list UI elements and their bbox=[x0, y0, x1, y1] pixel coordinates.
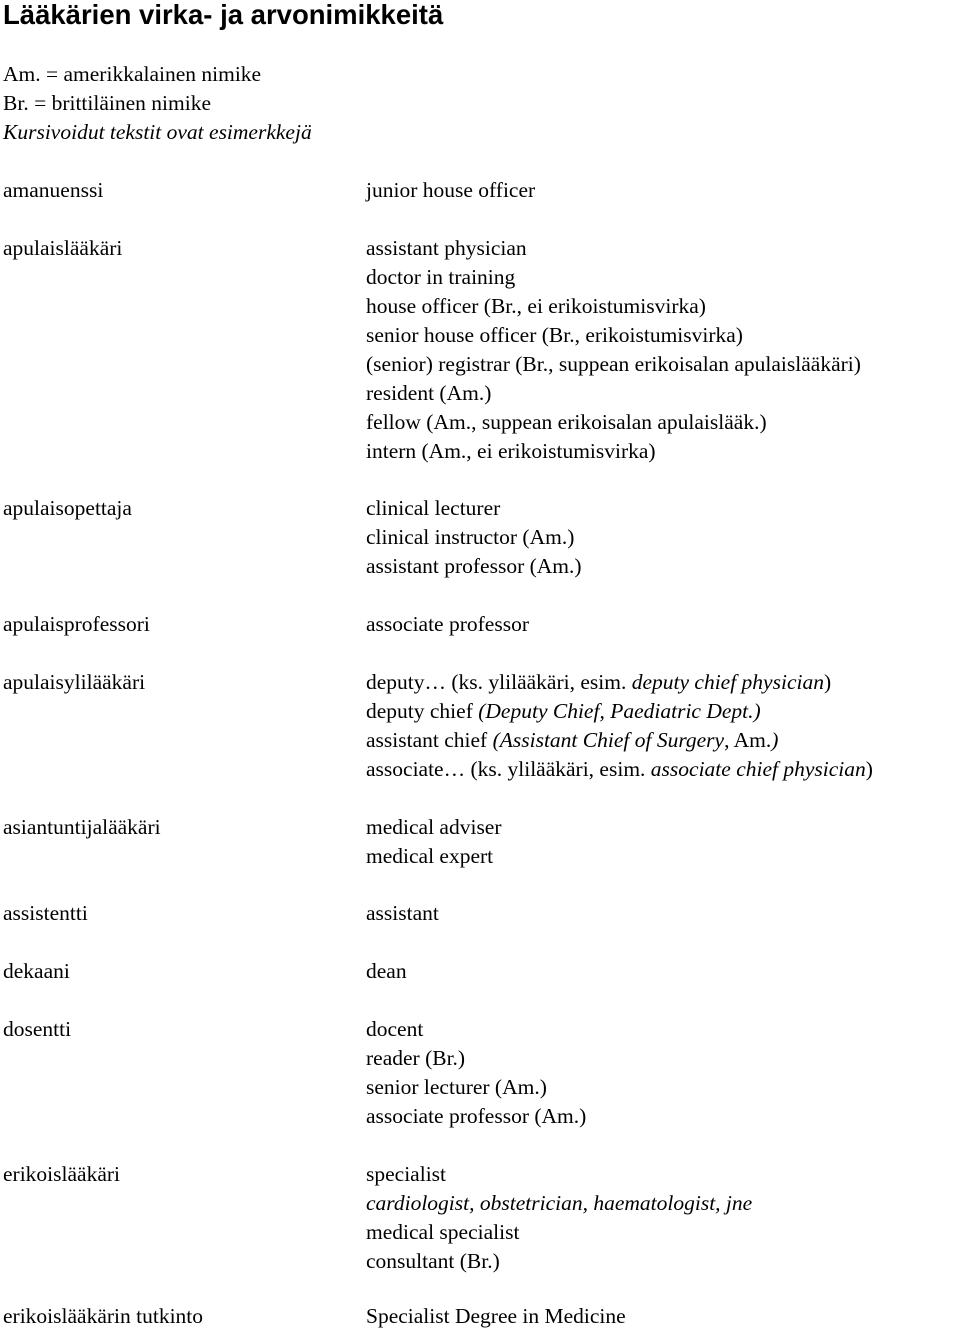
translation-line bbox=[366, 1302, 626, 1331]
translation-line bbox=[366, 813, 502, 842]
english-translations bbox=[366, 957, 407, 986]
english-translations bbox=[366, 1015, 586, 1131]
translation-text: (senior) registrar (Br., suppean erikoisalan apulaislääkäri) bbox=[366, 352, 861, 376]
translation-text: senior house officer (Br., erikoistumisvirka) bbox=[366, 323, 743, 347]
translation-text: , Am. bbox=[724, 728, 772, 752]
translation-line bbox=[366, 1218, 752, 1247]
translation-line bbox=[366, 176, 535, 205]
translation-line bbox=[366, 899, 439, 928]
translation-text: medical adviser bbox=[366, 815, 502, 839]
english-translations bbox=[366, 899, 439, 928]
translation-line bbox=[366, 726, 873, 755]
translation-line bbox=[366, 494, 582, 523]
translation-line bbox=[366, 350, 861, 379]
translation-line bbox=[366, 668, 873, 697]
translation-text: ) bbox=[823, 670, 832, 694]
translation-text: associate professor (Am.) bbox=[366, 1104, 587, 1128]
finnish-term: assistentti bbox=[3, 901, 88, 925]
translation-line bbox=[366, 842, 502, 871]
finnish-term: apulaisprofessori bbox=[3, 612, 150, 636]
translation-line bbox=[366, 408, 861, 437]
translation-line bbox=[366, 234, 861, 263]
finnish-term: dekaani bbox=[3, 959, 70, 983]
translation-text: deputy… (ks. ylilääkäri, esim. bbox=[366, 670, 632, 694]
translation-text: junior house officer bbox=[366, 178, 536, 202]
translation-text: assistant chief bbox=[366, 728, 493, 752]
translation-line bbox=[366, 697, 873, 726]
translation-line bbox=[366, 1247, 752, 1276]
translation-text: ) bbox=[865, 757, 873, 781]
english-translations bbox=[366, 494, 582, 581]
english-translations bbox=[366, 813, 502, 871]
english-translations bbox=[366, 1302, 626, 1331]
translation-text: fellow (Am., suppean erikoisalan apulaislääk.) bbox=[366, 410, 767, 434]
translation-text: specialist bbox=[366, 1162, 447, 1186]
finnish-term: erikoislääkärin tutkinto bbox=[3, 1304, 204, 1328]
translation-line bbox=[366, 957, 407, 986]
translation-text: docent bbox=[366, 1017, 424, 1041]
finnish-term: apulaislääkäri bbox=[3, 236, 123, 260]
example-text: ) bbox=[771, 728, 779, 752]
translation-line bbox=[366, 1160, 752, 1189]
translation-line bbox=[366, 263, 861, 292]
translation-text: clinical lecturer bbox=[366, 496, 501, 520]
translation-text: assistant physician bbox=[366, 236, 527, 260]
translation-text: assistant bbox=[366, 901, 439, 925]
translation-text: associate professor bbox=[366, 612, 529, 636]
translation-text: medical specialist bbox=[366, 1220, 520, 1244]
translation-text: consultant (Br.) bbox=[366, 1249, 500, 1273]
translation-line bbox=[366, 755, 873, 784]
translation-line bbox=[366, 1102, 586, 1131]
translation-line bbox=[366, 321, 861, 350]
finnish-term: amanuenssi bbox=[3, 178, 104, 202]
legend-american: Am. = amerikkalainen nimike bbox=[3, 62, 262, 86]
example-text: (Assistant Chief of Surgery bbox=[492, 728, 725, 752]
finnish-term: asiantuntijalääkäri bbox=[3, 815, 161, 839]
legend-italic-note: Kursivoidut tekstit ovat esimerkkejä bbox=[3, 120, 312, 144]
translation-text: reader (Br.) bbox=[366, 1046, 466, 1070]
translation-text: house officer (Br., ei erikoistumisvirka) bbox=[366, 294, 706, 318]
finnish-term: apulaisopettaja bbox=[3, 496, 132, 520]
translation-text: senior lecturer (Am.) bbox=[366, 1075, 547, 1099]
finnish-term: apulaisylilääkäri bbox=[3, 670, 146, 694]
translation-text: deputy chief bbox=[366, 699, 479, 723]
finnish-term: dosentti bbox=[3, 1017, 72, 1041]
translation-line bbox=[366, 1073, 586, 1102]
translation-text: resident (Am.) bbox=[366, 381, 492, 405]
translation-line bbox=[366, 1189, 752, 1218]
translation-line bbox=[366, 523, 582, 552]
english-translations bbox=[366, 610, 529, 639]
translation-line bbox=[366, 610, 529, 639]
translation-text: dean bbox=[366, 959, 407, 983]
translation-line bbox=[366, 1015, 586, 1044]
finnish-term: erikoislääkäri bbox=[3, 1162, 121, 1186]
translation-text: intern (Am., ei erikoistumisvirka) bbox=[366, 439, 656, 463]
example-text: deputy chief physician bbox=[631, 670, 824, 694]
translation-text: medical expert bbox=[366, 844, 494, 868]
english-translations bbox=[366, 668, 873, 784]
example-text: cardiologist, obstetrician, haematologist, jne bbox=[366, 1191, 753, 1215]
page-title: Lääkärien virka- ja arvonimikkeitä bbox=[3, 0, 444, 30]
translation-line bbox=[366, 437, 861, 466]
translation-text: assistant professor (Am.) bbox=[366, 554, 582, 578]
translation-line bbox=[366, 292, 861, 321]
english-translations bbox=[366, 234, 861, 466]
translation-text: doctor in training bbox=[366, 265, 516, 289]
translation-text: Specialist Degree in Medicine bbox=[366, 1304, 626, 1328]
legend-british: Br. = brittiläinen nimike bbox=[3, 91, 211, 115]
translation-line bbox=[366, 379, 861, 408]
translation-text: clinical instructor (Am.) bbox=[366, 525, 575, 549]
english-translations bbox=[366, 176, 535, 205]
translation-line bbox=[366, 552, 582, 581]
translation-text: associate… (ks. ylilääkäri, esim. bbox=[366, 757, 651, 781]
example-text: (Deputy Chief, Paediatric Dept.) bbox=[478, 699, 761, 723]
abbreviation-legend bbox=[3, 60, 312, 147]
example-text: associate chief physician bbox=[650, 757, 866, 781]
english-translations bbox=[366, 1160, 752, 1276]
translation-line bbox=[366, 1044, 586, 1073]
